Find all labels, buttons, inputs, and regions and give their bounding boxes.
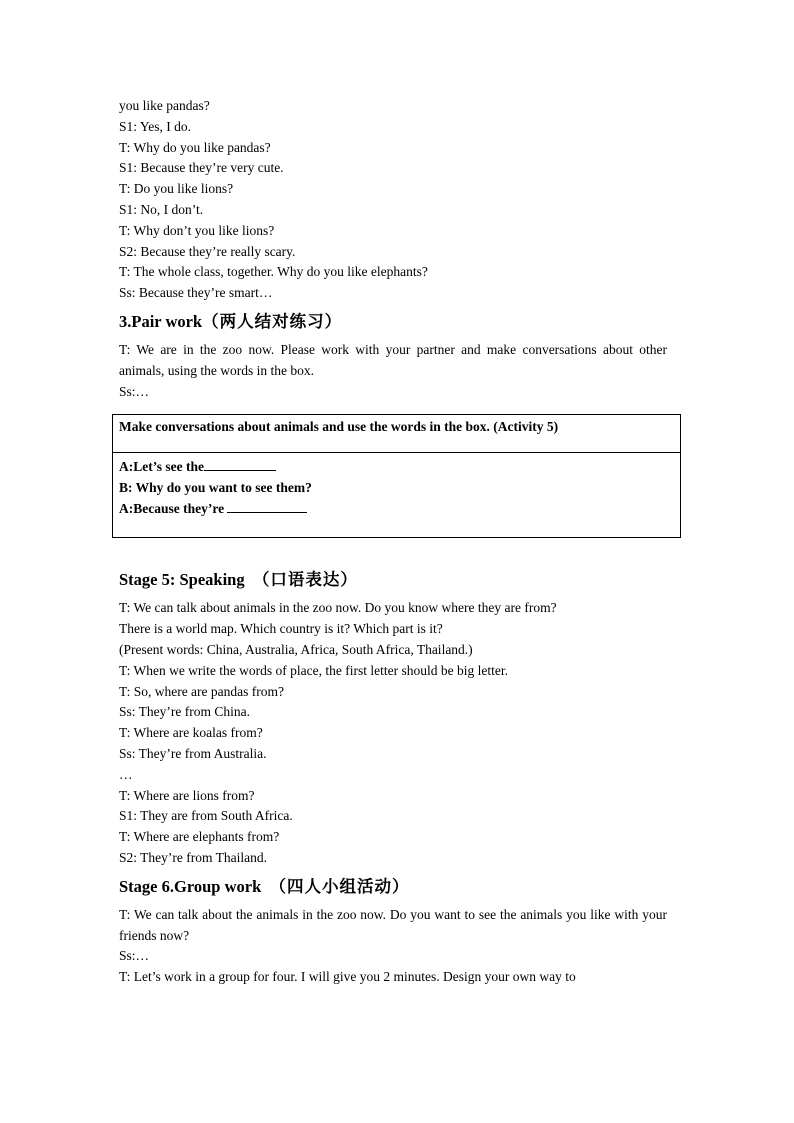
stage5-heading-en: Stage 5: Speaking xyxy=(119,570,245,590)
dialogue-line: (Present words: China, Australia, Africa, South Africa, Thailand.) xyxy=(119,641,473,657)
dialogue-line: T: So, where are pandas from? xyxy=(119,683,285,699)
dialogue-line: T: Do you like lions? xyxy=(119,181,234,197)
dialogue-intro xyxy=(119,96,667,304)
fill-blank xyxy=(204,458,276,471)
stage6-last-line: T: Let’s work in a group for four. I will give you 2 minutes. Design your own way to xyxy=(119,969,576,985)
dialogue-line: Ss: They’re from China. xyxy=(119,704,250,720)
dialogue-line: S2: They’re from Thailand. xyxy=(119,849,267,865)
dialogue-line: T: Why don’t you like lions? xyxy=(119,222,275,238)
pair-work-heading-cn: （两人结对练习） xyxy=(202,311,343,331)
dialogue-line: S1: They are from South Africa. xyxy=(119,808,293,824)
box-line-2: B: Why do you want to see them? xyxy=(119,480,312,496)
stage6-heading xyxy=(119,875,667,899)
dialogue-line: T: Where are elephants from? xyxy=(119,829,280,845)
pair-work-heading xyxy=(119,310,667,334)
stage5-dialogue xyxy=(119,598,667,868)
box-line-3-text: A:Because they’re xyxy=(119,500,225,516)
dialogue-line: S1: Yes, I do. xyxy=(119,118,192,134)
document-page xyxy=(119,96,667,988)
dialogue-line: T: Where are koalas from? xyxy=(119,725,263,741)
stage6-heading-en: Stage 6.Group work xyxy=(119,876,262,896)
fill-blank xyxy=(227,500,307,513)
dialogue-line: T: When we write the words of place, the first letter should be big letter. xyxy=(119,662,508,678)
pair-work-paragraph: T: We are in the zoo now. Please work with your partner and make conversations about other animals, using the words in the box. xyxy=(119,341,667,378)
dialogue-line: S2: Because they’re really scary. xyxy=(119,243,296,259)
stage6-paragraph: T: We can talk about the animals in the zoo now. Do you want to see the animals you like with your friends now? xyxy=(119,906,667,943)
dialogue-line: S1: Because they’re very cute. xyxy=(119,160,284,176)
box-line-3 xyxy=(119,499,680,520)
stage6-heading-cn: （四人小组活动） xyxy=(269,876,410,896)
dialogue-line: Ss: They’re from Australia. xyxy=(119,745,267,761)
dialogue-line: … xyxy=(119,766,133,782)
dialogue-line: T: The whole class, together. Why do you like elephants? xyxy=(119,264,428,280)
pair-work-ss: Ss:… xyxy=(119,383,150,399)
activity-box-title: Make conversations about animals and use the words in the box. (Activity 5) xyxy=(113,415,680,453)
stage5-heading-cn: （口语表达） xyxy=(252,570,358,590)
dialogue-line: Ss: Because they’re smart… xyxy=(119,285,273,301)
box-line-1 xyxy=(119,457,680,478)
dialogue-line: T: Why do you like pandas? xyxy=(119,139,271,155)
dialogue-line: There is a world map. Which country is it? Which part is it? xyxy=(119,621,443,637)
stage6-ss: Ss:… xyxy=(119,948,150,964)
activity-box xyxy=(112,414,681,538)
stage5-heading xyxy=(119,568,667,592)
pair-work-heading-en: 3.Pair work xyxy=(119,311,203,331)
dialogue-line: you like pandas? xyxy=(119,98,210,113)
activity-box-body xyxy=(113,453,680,537)
dialogue-line: T: We can talk about animals in the zoo now. Do you know where they are from? xyxy=(119,600,557,616)
dialogue-line: T: Where are lions from? xyxy=(119,787,255,803)
box-line-1-text: A:Let’s see the xyxy=(119,459,204,475)
dialogue-line: S1: No, I don’t. xyxy=(119,201,204,217)
